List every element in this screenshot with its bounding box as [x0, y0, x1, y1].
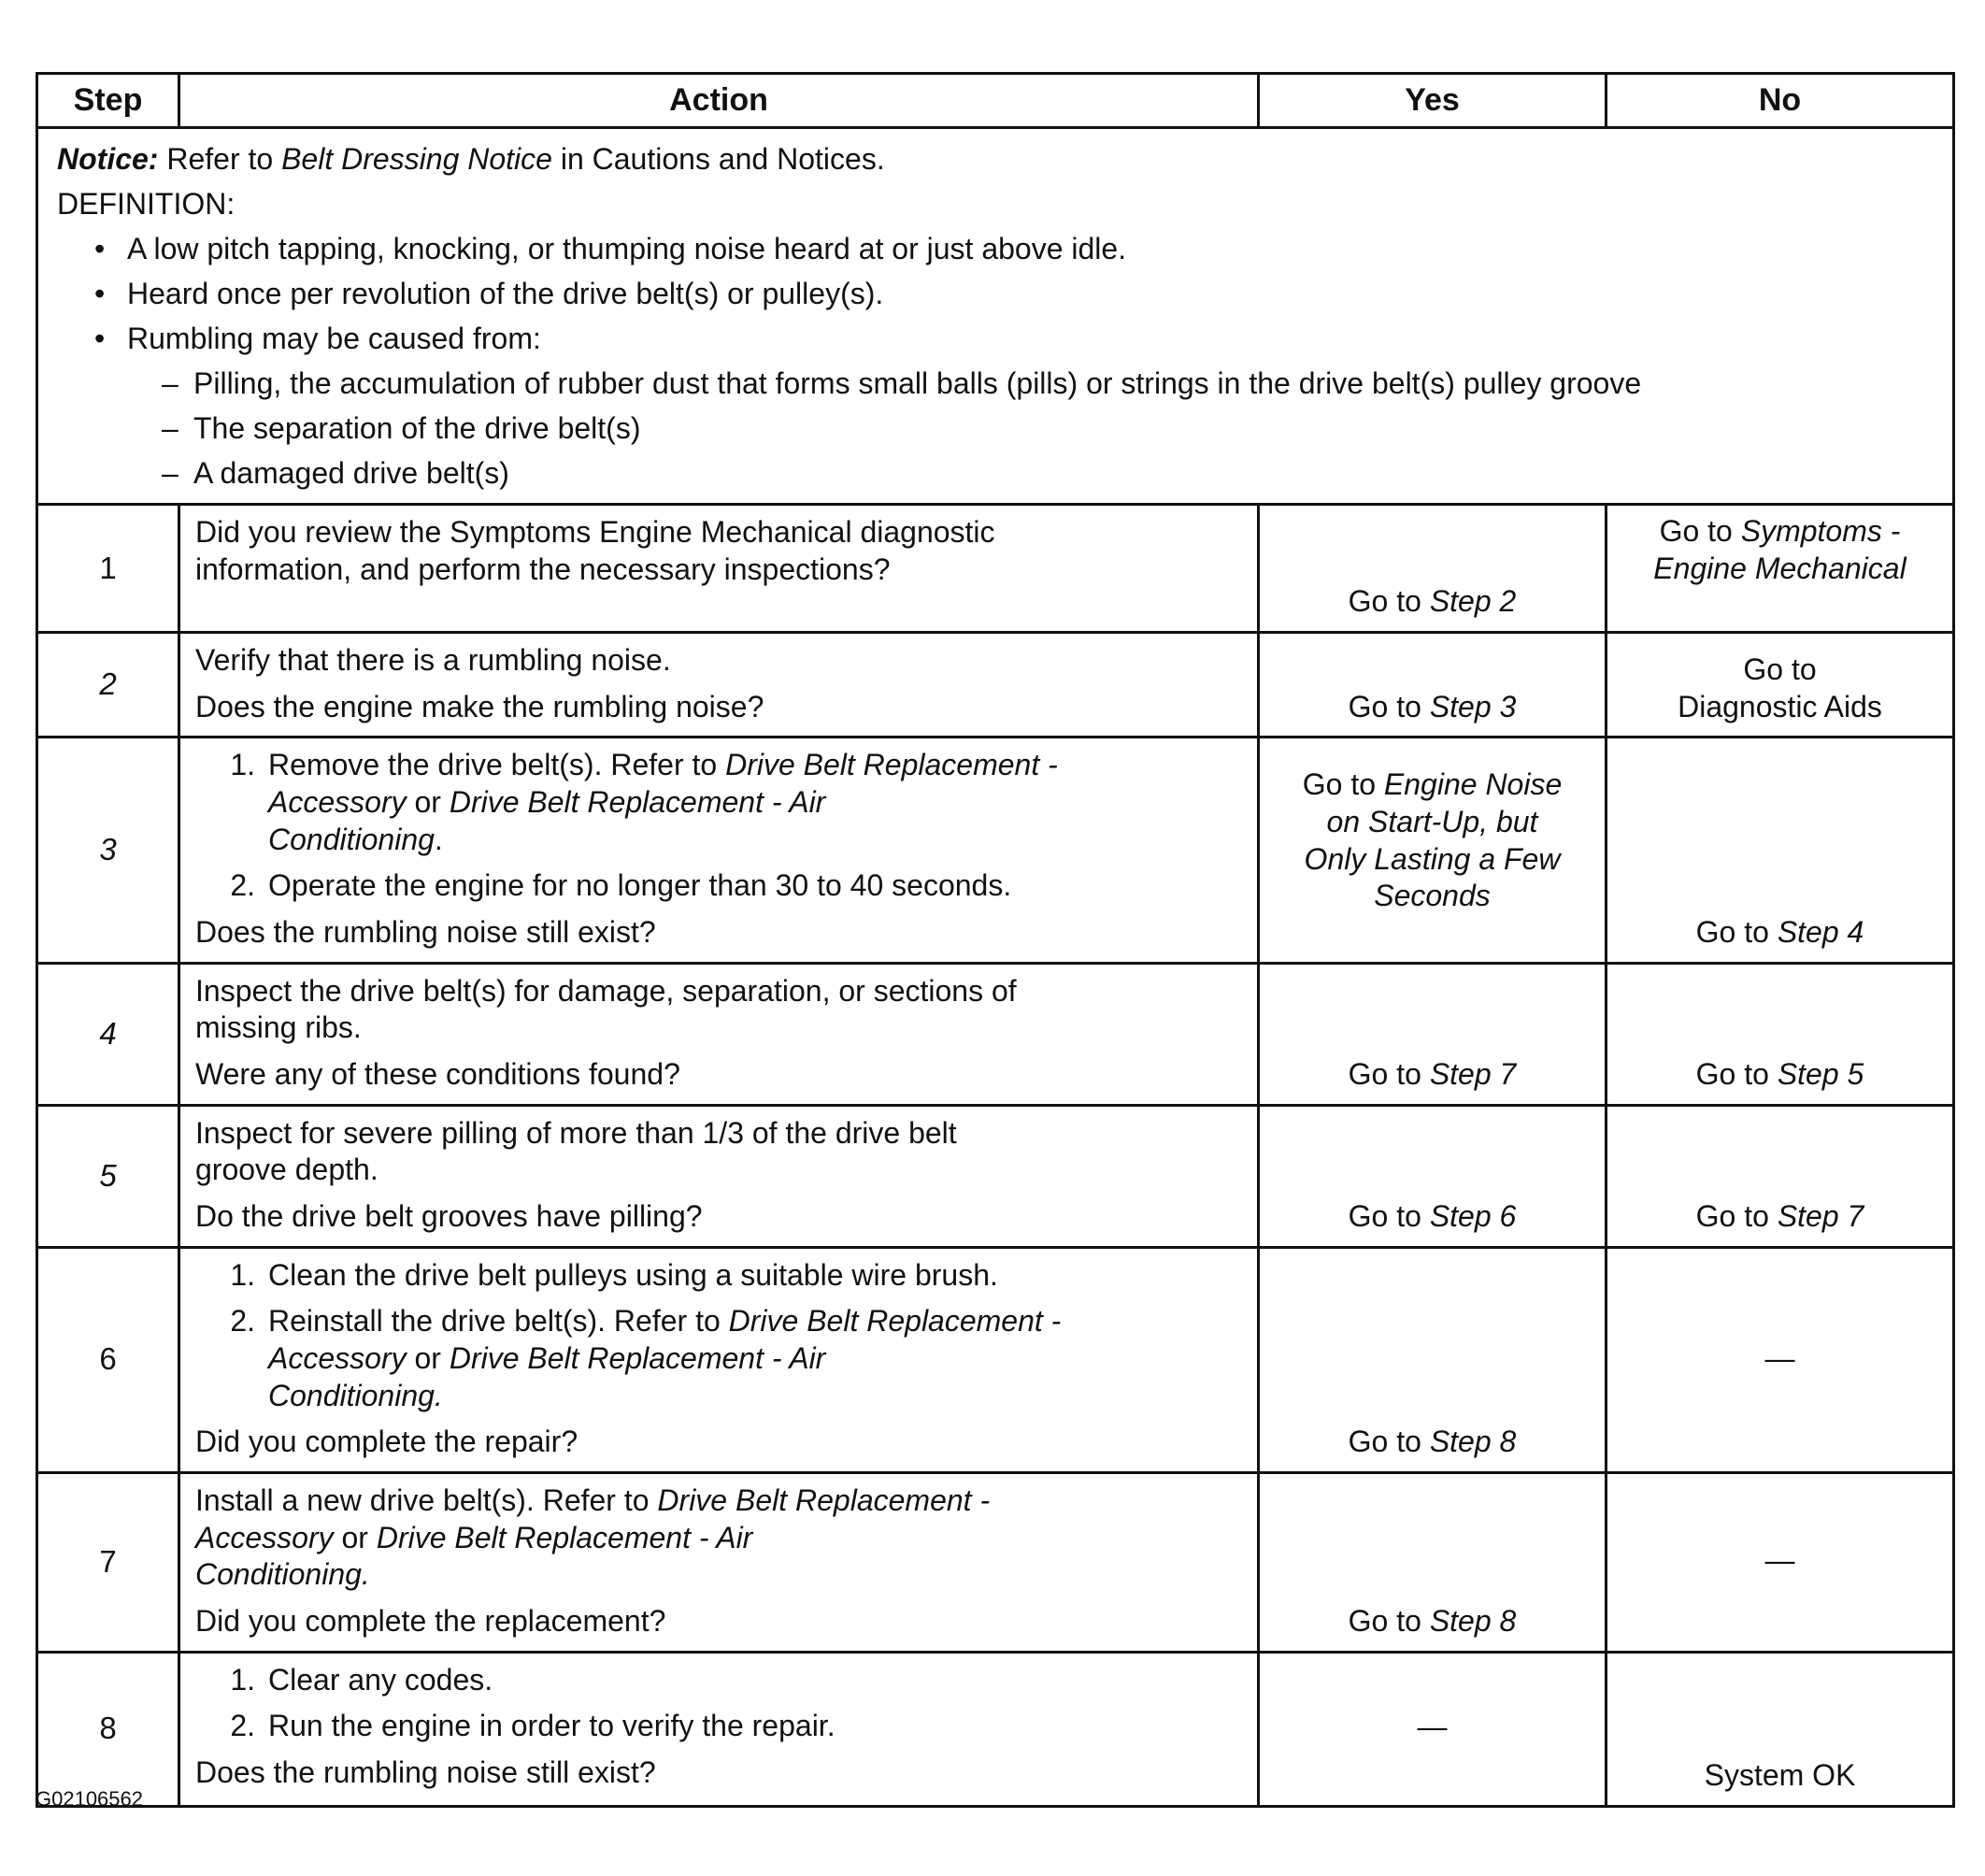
section-ref: Only Lasting a Few	[1304, 841, 1561, 876]
definition-subitem	[57, 361, 1935, 406]
bullet-text: Heard once per revolution of the drive belt(s) or pulley(s).	[127, 277, 884, 310]
section-ref: Diagnostic Aids	[1678, 689, 1882, 723]
subitem-text: The separation of the drive belt(s)	[193, 411, 641, 445]
yes-cell	[1259, 505, 1607, 633]
action-text: Inspect the drive belt(s) for damage, separation, or sections of	[195, 973, 1017, 1008]
no-cell	[1607, 1105, 1954, 1247]
goto-text: Go to	[1348, 1425, 1421, 1459]
step-number: 2	[37, 633, 179, 738]
item-number: 1.	[230, 1257, 255, 1292]
section-ref: Drive Belt Replacement -	[657, 1483, 991, 1518]
notice-post: in Cautions and Notices.	[560, 142, 885, 176]
goto-text: Go to	[1348, 1604, 1421, 1639]
bullet-text: Rumbling may be caused from:	[127, 322, 541, 355]
item-text: Run the engine in order to verify the repair.	[268, 1709, 835, 1743]
step-number: 5	[37, 1105, 179, 1247]
definition-subitem	[57, 451, 1935, 495]
yes-cell	[1259, 1247, 1607, 1472]
list-item	[195, 1303, 1244, 1414]
step-ref: Step 5	[1777, 1057, 1864, 1092]
bullet-marker: •	[94, 277, 106, 310]
section-ref: Drive Belt Replacement -	[728, 1304, 1062, 1339]
numbered-list	[195, 1257, 1244, 1415]
bullet-marker: •	[94, 322, 106, 355]
yes-cell	[1259, 1105, 1607, 1247]
item-text: Reinstall the drive belt(s). Refer to	[268, 1304, 721, 1339]
dash-marker: –	[162, 456, 179, 490]
header-action: Action	[179, 74, 1259, 128]
goto-text: Go to	[1348, 1199, 1421, 1234]
action-cell	[179, 1473, 1259, 1653]
section-ref: Conditioning	[268, 822, 435, 856]
step-row	[37, 633, 1954, 738]
action-cell	[179, 505, 1259, 633]
section-ref: Conditioning.	[195, 1557, 370, 1592]
step-ref: Step 2	[1429, 584, 1517, 619]
no-cell	[1607, 505, 1954, 633]
action-text: Verify that there is a rumbling noise.	[195, 643, 671, 677]
yes-cell	[1259, 1473, 1607, 1653]
dash-marker: –	[162, 411, 179, 445]
header-yes: Yes	[1259, 74, 1607, 128]
figure-id: G02106562	[36, 1787, 143, 1811]
action-text: Did you review the Symptoms Engine Mechanical diagnostic	[195, 515, 995, 549]
step-ref: Step 6	[1429, 1199, 1517, 1234]
step-ref: Step 4	[1777, 915, 1864, 950]
action-text: information, and perform the necessary inspections?	[195, 551, 891, 586]
question-text: Does the rumbling noise still exist?	[195, 915, 656, 950]
step-number: 6	[37, 1247, 179, 1472]
action-cell	[179, 633, 1259, 738]
section-ref: Symptoms -	[1740, 514, 1901, 548]
yes-cell	[1259, 738, 1607, 963]
definition-label: DEFINITION:	[57, 187, 236, 221]
section-ref: Drive Belt Replacement - Air	[376, 1520, 753, 1554]
action-cell	[179, 1105, 1259, 1247]
yes-cell	[1259, 633, 1607, 738]
notice-cell	[37, 128, 1954, 505]
item-text: or	[414, 1341, 441, 1376]
item-text: Operate the engine for no longer than 30 to 40 seconds.	[268, 868, 1012, 903]
item-number: 2.	[230, 868, 255, 903]
no-cell: —	[1607, 1473, 1954, 1653]
section-ref: Conditioning.	[268, 1378, 443, 1412]
step-row	[37, 1652, 1954, 1806]
item-text: Remove the drive belt(s). Refer to	[268, 748, 718, 782]
question-text: Were any of these conditions found?	[195, 1057, 680, 1092]
numbered-list	[195, 1662, 1244, 1745]
subitem-text: A damaged drive belt(s)	[193, 456, 509, 490]
header-no: No	[1607, 74, 1954, 128]
question-text: Did you complete the replacement?	[195, 1604, 666, 1639]
step-ref: Step 7	[1429, 1057, 1517, 1092]
goto-text: Go to	[1348, 689, 1421, 723]
bullet-text: A low pitch tapping, knocking, or thumping noise heard at or just above idle.	[127, 232, 1127, 265]
item-text: Clean the drive belt pulleys using a suitable wire brush.	[268, 1257, 998, 1292]
diagnostic-table	[36, 72, 1955, 1808]
action-text: or	[341, 1520, 368, 1554]
section-ref: on Start-Up, but	[1326, 805, 1538, 839]
step-number: 3	[37, 738, 179, 963]
question-text: Did you complete the repair?	[195, 1425, 578, 1459]
definition-bullet	[57, 316, 1935, 361]
step-ref: Step 3	[1429, 689, 1517, 723]
item-text: or	[414, 785, 441, 820]
section-ref: Engine Noise	[1383, 767, 1563, 802]
step-row	[37, 963, 1954, 1105]
item-number: 1.	[230, 1662, 255, 1697]
notice-pre: Refer to	[166, 142, 274, 176]
section-ref: Drive Belt Replacement - Air	[449, 785, 826, 820]
definition-subitem	[57, 406, 1935, 451]
action-cell	[179, 963, 1259, 1105]
action-cell	[179, 1247, 1259, 1472]
list-item: 1. Remove the drive belt(s). Refer to Drive Belt Replacement - Accessory or Drive Belt Replacement - Air Conditioning.	[195, 747, 1244, 858]
no-cell: System OK	[1607, 1652, 1954, 1806]
action-cell	[179, 1652, 1259, 1806]
step-ref: Step 7	[1777, 1199, 1864, 1234]
goto-text: Go to	[1695, 1057, 1769, 1092]
step-number: 4	[37, 963, 179, 1105]
action-cell	[179, 738, 1259, 963]
step-number: 8	[37, 1652, 179, 1806]
question-text: Does the rumbling noise still exist?	[195, 1755, 656, 1790]
goto-text: Go to	[1695, 1199, 1769, 1234]
action-text: Inspect for severe pilling of more than 1/3 of the drive belt	[195, 1115, 957, 1150]
dash-marker: –	[162, 366, 179, 400]
section-ref: Accessory	[195, 1520, 334, 1554]
action-text: Install a new drive belt(s). Refer to	[195, 1483, 650, 1518]
notice-row	[37, 128, 1954, 505]
section-ref: Drive Belt Replacement - Air	[449, 1341, 826, 1376]
goto-text: Go to	[1743, 652, 1817, 686]
goto-text: Go to	[1348, 1057, 1421, 1092]
numbered-list	[195, 747, 1244, 905]
subitem-text: Pilling, the accumulation of rubber dust that forms small balls (pills) or strings in the drive belt(s) pulley groove	[193, 366, 1642, 400]
notice-line	[57, 136, 1935, 181]
goto-text: Go to	[1659, 514, 1733, 548]
section-ref: Accessory	[268, 785, 407, 820]
notice-ref: Belt Dressing Notice	[281, 142, 552, 176]
header-step: Step	[37, 74, 179, 128]
list-item	[195, 1257, 1244, 1295]
step-row	[37, 505, 1954, 633]
step-row	[37, 1247, 1954, 1472]
question-text: Does the engine make the rumbling noise?	[195, 689, 764, 723]
step-row	[37, 1473, 1954, 1653]
section-ref: Seconds	[1374, 879, 1491, 913]
step-number: 1	[37, 505, 179, 633]
no-cell	[1607, 738, 1954, 963]
section-ref: Accessory	[268, 1341, 407, 1376]
list-item	[195, 1708, 1244, 1745]
goto-text: Go to	[1695, 915, 1769, 950]
step-row	[37, 738, 1954, 963]
no-cell: —	[1607, 1247, 1954, 1472]
definition-bullet	[57, 271, 1935, 316]
no-cell	[1607, 633, 1954, 738]
step-ref: Step 8	[1429, 1425, 1517, 1459]
action-text: groove depth.	[195, 1153, 378, 1187]
step-number: 7	[37, 1473, 179, 1653]
goto-text: Go to	[1302, 767, 1377, 802]
section-ref: Engine Mechanical	[1653, 551, 1906, 585]
yes-cell	[1259, 963, 1607, 1105]
item-text: Clear any codes.	[268, 1662, 493, 1697]
definition-bullet	[57, 226, 1935, 271]
notice-label: Notice:	[57, 142, 159, 176]
header-row	[37, 74, 1954, 128]
goto-text: Go to	[1348, 584, 1421, 619]
list-item	[195, 1662, 1244, 1699]
yes-cell: —	[1259, 1652, 1607, 1806]
item-number: 2.	[230, 1709, 255, 1743]
question-text: Do the drive belt grooves have pilling?	[195, 1199, 703, 1234]
section-ref: Drive Belt Replacement -	[725, 748, 1058, 782]
no-cell	[1607, 963, 1954, 1105]
item-number: 1.	[230, 748, 255, 782]
step-ref: Step 8	[1429, 1604, 1517, 1639]
list-item	[195, 867, 1244, 905]
bullet-marker: •	[94, 232, 106, 265]
step-row	[37, 1105, 1954, 1247]
action-text: missing ribs.	[195, 1010, 362, 1045]
item-number: 2.	[230, 1304, 255, 1339]
